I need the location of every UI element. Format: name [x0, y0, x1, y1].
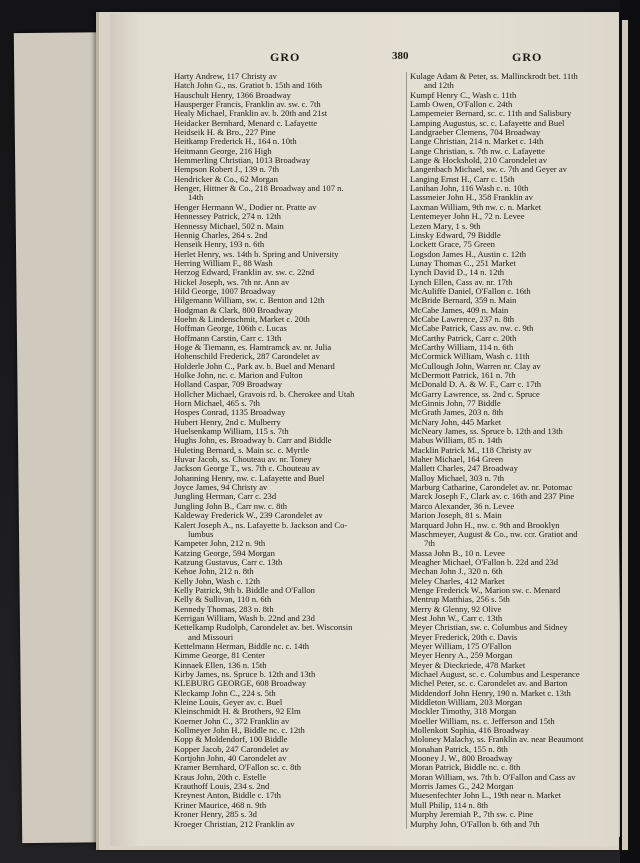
- directory-entry: Kampeter John, 212 n. 9th: [174, 539, 266, 549]
- directory-entry: Hauschult Henry, 1366 Broadway: [174, 90, 291, 100]
- header-left-word: GRO: [270, 50, 301, 64]
- directory-entry: Morris James G., 242 Morgan: [410, 782, 514, 792]
- directory-entry: Kirby James, ns. Spruce b. 12th and 13th: [174, 670, 316, 679]
- directory-entry: Holderle John C., Park av. b. Buel and Menard: [174, 361, 335, 371]
- directory-entry: Hoge & Tiemann, es. Hamtramck av. nr. Julia: [174, 342, 332, 352]
- directory-entry: Marquard John H., nw. c. 9th and Brooklyn: [410, 520, 560, 530]
- directory-entry: McGarry Lawrence, ss. 2nd c. Spruce: [410, 389, 540, 399]
- directory-entry: Lezen Mary, 1 s. 9th: [410, 221, 481, 231]
- directory-entry: Hild George, 1007 Broadway: [174, 286, 276, 296]
- running-header: [110, 50, 618, 68]
- directory-entry: Lunay Thomas C., 251 Market: [410, 258, 516, 268]
- directory-entry: and Missouri: [188, 632, 234, 642]
- directory-entry: Kulage Adam & Peter, ss. Mallinckrodt bet. 11th: [410, 72, 578, 81]
- directory-entry: Massa John B., 10 n. Levee: [410, 548, 505, 558]
- directory-entry: Katzing George, 594 Morgan: [174, 548, 275, 558]
- directory-entry: Michael August, sc. c. Columbus and Lesperance: [410, 670, 580, 679]
- directory-entry: Joyce James, 94 Christy av: [174, 483, 268, 493]
- directory-entry: Hilgemann William, sw. c. Benton and 12th: [174, 296, 325, 306]
- directory-entry: Hoffmann Carstin, Carr c. 13th: [174, 333, 282, 343]
- directory-entry: Lockett Grace, 75 Green: [410, 240, 495, 250]
- directory-entry: Jungling John B., Carr nw. c. 8th: [174, 501, 288, 511]
- directory-entry: Moloney Malachy, ss. Franklin av. near Beaumont: [410, 735, 584, 745]
- directory-entry: McNary John, 445 Market: [410, 417, 502, 427]
- directory-entry: Kollmeyer John H., Biddle nc. c. 12th: [174, 726, 305, 736]
- directory-entry: Linsky Edward, 79 Biddle: [410, 230, 501, 240]
- directory-entry: Langenbach Michael, sw. c. 7th and Geyer av: [410, 165, 567, 175]
- directory-entry: Meyer Christian, sw. c. Columbus and Sidney: [410, 623, 568, 633]
- directory-entry: Kraus John, 20th c. Estelle: [174, 772, 267, 782]
- directory-entry: Kerrigan William, Wash b. 22nd and 23d: [174, 613, 315, 623]
- directory-entry: Mallett Charles, 247 Broadway: [410, 464, 518, 474]
- directory-entry: Kelly John, Wash c. 12th: [174, 576, 261, 586]
- directory-entry: McCarthy Patrick, Carr c. 20th: [410, 333, 517, 343]
- directory-entry: McCabe James, 409 n. Main: [410, 305, 509, 315]
- directory-entry: Lentemeyer John H., 72 n. Levee: [410, 212, 525, 222]
- directory-entry: McNeary James, ss. Spruce b. 12th and 13th: [410, 427, 563, 437]
- directory-entry: Kettelmann Herman, Biddle nc. c. 14th: [174, 641, 310, 651]
- directory-entry: Huelsenkamp William, 115 s. 7th: [174, 427, 289, 437]
- directory-entry: Healy Michael, Franklin av. b. 20th and 21st: [174, 109, 328, 119]
- directory-entry: Langing Ernst H., Carr c. 15th: [410, 174, 515, 184]
- directory-entry: Herzog Edward, Franklin av. sw. c. 22nd: [174, 268, 315, 278]
- directory-entry: Hickel Joseph, ws. 7th nr. Ann av: [174, 277, 290, 287]
- directory-entry: Heitmann George, 216 High: [174, 146, 272, 156]
- directory-entry: Michel Peter, sc. c. Carondelet av. and Barton: [410, 679, 568, 689]
- directory-entry: McAuliffe Daniel, O'Fallon c. 16th: [410, 286, 531, 296]
- directory-entry: Moeller William, ns. c. Jefferson and 15th: [410, 716, 555, 726]
- directory-entry: Logsdon James H., Austin c. 12th: [410, 249, 527, 259]
- directory-entry: Herring William F., 88 Wash: [174, 258, 273, 268]
- directory-entry: Krauthoff Louis, 234 s. 2nd: [174, 782, 270, 792]
- directory-entry: Kopper Jacob, 247 Carondelet av: [174, 744, 289, 754]
- directory-entry: Lanihan John, 116 Wash c. n. 10th: [410, 184, 529, 194]
- directory-entry: Merry & Glenny, 92 Olive: [410, 604, 502, 614]
- directory-entry: Henseik Henry, 193 n. 6th: [174, 240, 265, 250]
- directory-entry: McCabe Patrick, Cass av. nw. c. 9th: [410, 324, 534, 334]
- directory-entry: Meyer William, 175 O'Fallon: [410, 641, 512, 651]
- directory-entry: Landgraeber Clemens, 704 Broadway: [410, 128, 541, 138]
- directory-entry: McDermott Patrick, 161 n. 7th: [410, 371, 516, 380]
- directory-entry: Macklin Patrick M., 118 Christy av: [410, 445, 532, 455]
- directory-entry: Kramer Bernhard, O'Fallon sc. c. 8th: [174, 763, 302, 773]
- directory-entry: Koerner John C., 372 Franklin av: [174, 716, 290, 726]
- directory-entry: Kleine Louis, Geyer av. c. Buel: [174, 698, 283, 708]
- directory-entry: Kalert Joseph A., ns. Lafayette b. Jackson and Co-: [174, 520, 348, 530]
- directory-entry: Harty Andrew, 117 Christy av: [174, 72, 277, 81]
- directory-entry: Kehoe John, 212 n. 8th: [174, 567, 254, 577]
- directory-entry: Moran William, ws. 7th b. O'Fallon and Cass av: [410, 772, 576, 782]
- directory-entry: McGinnis John, 77 Biddle: [410, 399, 501, 409]
- directory-entry: Mooney J. W., 800 Broadway: [410, 754, 513, 764]
- directory-entry: Henger, Hittner & Co., 218 Broadway and 107 n.: [174, 184, 344, 194]
- directory-entry: McCabe Lawrence, 237 n. 8th: [410, 314, 515, 324]
- directory-entry: Hodgman & Clark, 800 Broadway: [174, 305, 293, 315]
- directory-entry: Kumpf Henry C., Wash c. 11th: [410, 90, 517, 100]
- directory-entry: Huleting Bernard, s. Main sc. c. Myrtle: [174, 445, 310, 455]
- directory-entry: Meyer & Dieckriede, 478 Market: [410, 660, 526, 670]
- directory-entry: Middendorf John Henry, 190 n. Market c. 13th: [410, 688, 571, 698]
- directory-entry: Mechan John J., 320 n. 6th: [410, 567, 503, 577]
- directory-entry: Mollenkott Sophia, 416 Broadway: [410, 726, 529, 736]
- directory-entry: Lange Christian, s. 7th nw. c. Lafayette: [410, 146, 545, 156]
- left-column: [174, 72, 410, 829]
- directory-entry: Hempson Robert J., 139 n. 7th: [174, 165, 280, 175]
- directory-entry: Heidacker Bernhard, Menard c. Lafayette: [174, 118, 318, 128]
- directory-entry: Hatch John G., ns. Gratiot b. 15th and 16th: [174, 81, 322, 91]
- directory-entry: Kelly Patrick, 9th b. Biddle and O'Fallon: [174, 585, 315, 595]
- directory-entry: Murphy John, O'Fallon b. 6th and 7th: [410, 819, 540, 829]
- directory-entry: Kortjohn John, 40 Carondelet av: [174, 754, 287, 764]
- directory-entry: Mull Philip, 114 n. 8th: [410, 800, 488, 810]
- directory-entry: Jungling Herman, Carr c. 23d: [174, 492, 277, 502]
- directory-entry: Mest John W., Carr c. 13th: [410, 613, 503, 623]
- directory-entry: Menge Frederick W., Marion sw. c. Menard: [410, 585, 561, 595]
- directory-entry: Hausperger Francis, Franklin av. sw. c. 7th: [174, 100, 321, 110]
- directory-entry: McBride Bernard, 359 n. Main: [410, 296, 517, 306]
- directory-entry: Heidseik H. & Bro., 227 Pine: [174, 128, 276, 138]
- directory-entry: Kriner Maurice, 468 n. 9th: [174, 800, 267, 810]
- directory-entry: Hoffman George, 106th c. Lucas: [174, 324, 287, 334]
- directory-entry: Kleinschmidt H. & Brothers, 92 Elm: [174, 707, 301, 717]
- directory-entry: Monahan Patrick, 155 n. 8th: [410, 744, 508, 754]
- directory-entry: Hughs John, es. Broadway b. Carr and Biddle: [174, 436, 332, 446]
- directory-entry: Meyer Henry A., 259 Morgan: [410, 651, 513, 661]
- directory-entry: Laxman William, 9th nw. c. n. Market: [410, 202, 542, 212]
- directory-entry: Marco Alexander, 36 n. Levee: [410, 501, 515, 511]
- directory-entry: Kopp & Moldendorf, 100 Biddle: [174, 735, 288, 745]
- directory-entry: Kennedy Thomas, 283 n. 8th: [174, 604, 274, 614]
- directory-entry: Lassmeier John H., 358 Franklin av: [410, 193, 533, 203]
- directory-entry: Meley Charles, 412 Market: [410, 576, 505, 586]
- directory-entry: Holke John, nc. c. Marion and Fulton: [174, 371, 303, 380]
- directory-entry: Johanning Henry, nw. c. Lafayette and Buel: [174, 473, 325, 483]
- directory-entry: Jackson George T., ws. 7th c. Chouteau av: [174, 464, 320, 474]
- directory-entry: McCormick William, Wash c. 11th: [410, 352, 530, 362]
- directory-entry: Hendricker & Co., 62 Morgan: [174, 174, 278, 184]
- directory-entry: Hollcher Michael, Gravois rd. b. Cherokee and Utah: [174, 389, 355, 399]
- directory-entry: Kaldeway Frederick W., 239 Carondelet av: [174, 511, 323, 521]
- directory-entry: Mentrup Matthias, 256 s. 5th: [410, 595, 510, 605]
- directory-entry: Katzung Gustavus, Carr c. 13th: [174, 557, 283, 567]
- directory-entry: Hoehn & Lindenschmit, Market c. 20th: [174, 314, 310, 324]
- directory-entry: Muesenfechter John L., 19th near n. Market: [410, 791, 562, 801]
- directory-entry: Lange Christian, 214 n. Market c. 14th: [410, 137, 544, 147]
- directory-entry: Henger Hermann W., Dodier nr. Pratte av: [174, 202, 317, 212]
- directory-entry: Marck Joseph F., Clark av. c. 16th and 237 Pine: [410, 492, 575, 502]
- page-number: 380: [392, 50, 409, 62]
- directory-entry: Kroeger Christian, 212 Franklin av: [174, 819, 295, 829]
- directory-entry: Hubert Henry, 2nd c. Mulberry: [174, 417, 281, 427]
- directory-entry: 7th: [424, 539, 435, 549]
- directory-page: [110, 14, 618, 846]
- directory-entry: Herlet Henry, ws. 14th b. Spring and University: [174, 249, 339, 259]
- directory-entry: Meagher Michael, O'Fallon b. 22d and 23d: [410, 557, 559, 567]
- header-right-word: GRO: [512, 50, 543, 64]
- directory-entry: KLEBURG GEORGE, 608 Broadway: [174, 679, 307, 689]
- right-column: [406, 72, 618, 829]
- directory-entry: Heitkamp Frederick H., 164 n. 10th: [174, 137, 297, 147]
- directory-entry: Huvar Jacob, ss. Chouteau av. nr. Toney: [174, 455, 312, 465]
- directory-entry: Lynch Ellen, Cass av. nr. 17th: [410, 277, 513, 287]
- directory-entry: Mockler Timothy, 318 Morgan: [410, 707, 517, 717]
- directory-entry: Kreynest Anton, Biddle c. 17th: [174, 791, 281, 801]
- directory-entry: Kinnaek Ellen, 136 n. 15th: [174, 660, 267, 670]
- directory-entry: Marion Joseph, 81 s. Main: [410, 511, 502, 521]
- directory-entry: Lampemeier Bernard, sc. c. 11th and Salisbury: [410, 109, 572, 119]
- directory-entry: Kleckamp John C., 224 s. 5th: [174, 688, 276, 698]
- directory-entry: Hohenschild Frederick, 287 Carondelet av: [174, 352, 320, 362]
- directory-entry: Hospes Conrad, 1135 Broadway: [174, 408, 286, 418]
- directory-entry: Horn Michael, 465 s. 7th: [174, 399, 260, 409]
- directory-entry: and 12th: [424, 81, 454, 91]
- directory-entry: Hennessy Michael, 502 n. Main: [174, 221, 284, 231]
- directory-entry: Hennig Charles, 264 s. 2nd: [174, 230, 268, 240]
- directory-entry: Lamb Owen, O'Fallon c. 24th: [410, 100, 513, 110]
- directory-entry: Moran Patrick, Biddle nc. c. 8th: [410, 763, 521, 773]
- directory-entry: Malloy Michael, 303 n. 7th: [410, 473, 505, 483]
- directory-entry: Mabus William, 85 n. 14th: [410, 436, 503, 446]
- directory-entry: McDonald D. A. & W. F., Carr c. 17th: [410, 380, 542, 390]
- directory-entry: Marburg Catharine, Carondelet av. nr. Potomac: [410, 483, 573, 493]
- directory-entry: Lange & Hockshold, 210 Carondelet av: [410, 156, 547, 166]
- directory-entry: Holland Caspar, 709 Broadway: [174, 380, 283, 390]
- directory-entry: McCarthy William, 114 n. 6th: [410, 342, 514, 352]
- directory-entry: Meyer Frederick, 20th c. Davis: [410, 632, 518, 642]
- directory-entry: Lamping Augustus, sc. c. Lafayette and Buel: [410, 118, 565, 128]
- page-edge: [622, 20, 628, 850]
- directory-entry: Murphy Jeremiah P., 7th sw. c. Pine: [410, 810, 534, 820]
- directory-entry: Maher Michael, 164 Green: [410, 455, 504, 465]
- directory-entry: 14th: [188, 193, 204, 203]
- directory-entry: McGrath James, 203 n. 8th: [410, 408, 504, 418]
- directory-entry: McCullough John, Warren nr. Clay av: [410, 361, 541, 371]
- directory-entry: lumbus: [188, 529, 214, 539]
- directory-entry: Kimme George, 81 Center: [174, 651, 266, 661]
- directory-entry: Middleton William, 203 Morgan: [410, 698, 523, 708]
- directory-entry: Kroner Henry, 285 s. 3d: [174, 810, 257, 820]
- directory-entry: Kelly & Sullivan, 110 n. 6th: [174, 595, 272, 605]
- right-binding-strip: [620, 0, 640, 863]
- directory-entry: Hennessey Patrick, 274 n. 12th: [174, 212, 281, 222]
- directory-entry: Kettelkamp Rudolph, Carondelet av. bet. Wisconsin: [174, 623, 353, 633]
- directory-entry: Hemmerling Christian, 1013 Broadway: [174, 156, 311, 166]
- directory-entry: Lynch David D., 14 n. 12th: [410, 268, 505, 278]
- directory-entry: Maschmeyer, August & Co., nw. ccr. Gratiot and: [410, 529, 578, 539]
